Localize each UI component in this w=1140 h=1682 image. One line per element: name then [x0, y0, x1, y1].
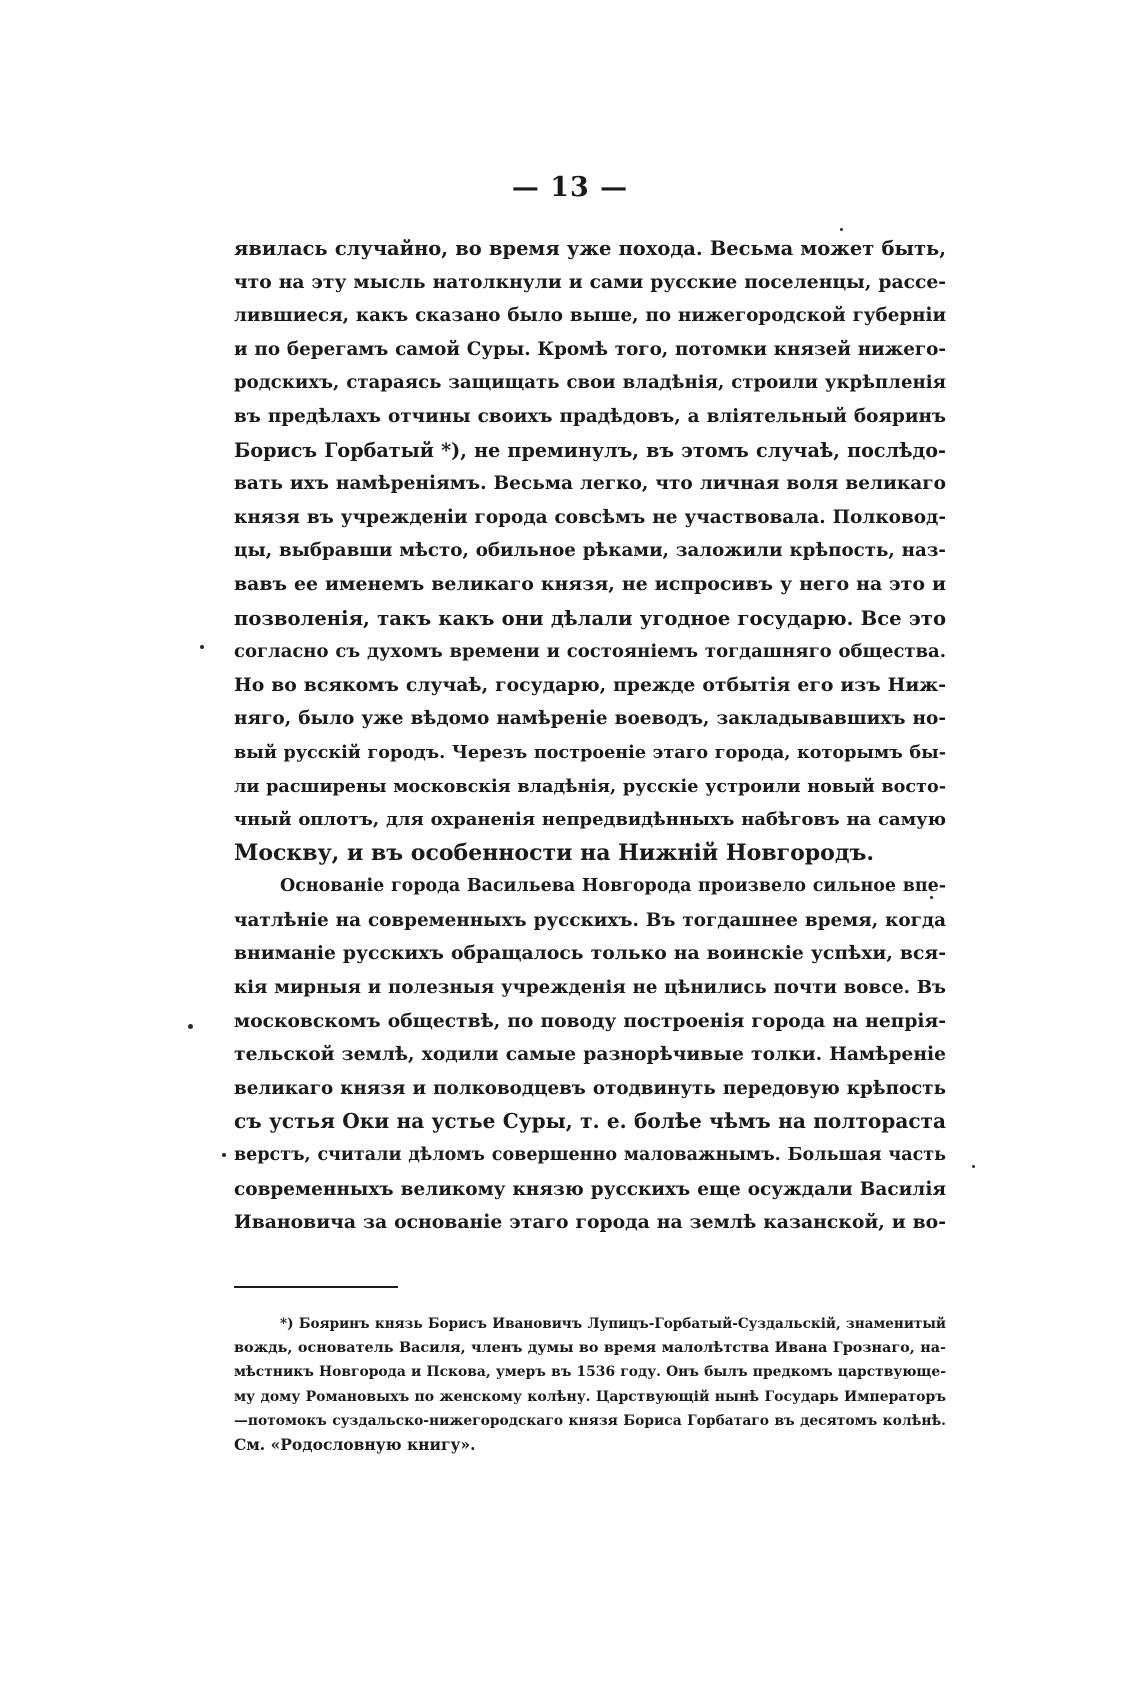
- scan-speck: [188, 1024, 193, 1029]
- footnote-line: мѣстникъ Новгорода и Пскова, умеръ въ 1536 году. Онъ былъ предкомъ царствующе-: [234, 1364, 946, 1381]
- text-line: цы, выбравши мѣсто, обильное рѣками, заложили крѣпость, наз-: [234, 540, 946, 562]
- footnote-line: *) Бояринъ князь Борисъ Ивановичъ Лупицъ-Горбатый-Суздальскій, знаменитый: [280, 1316, 946, 1332]
- text-line: позволенія, такъ какъ они дѣлали угодное государю. Все это: [234, 606, 946, 630]
- main-text: [234, 232, 946, 1240]
- text-line: вый русскій городъ. Черезъ построеніе этаго города, которымъ бы-: [234, 741, 946, 763]
- text-line: родскихъ, стараясь защищать свои владѣнія, строили укрѣпленія: [234, 372, 946, 394]
- page-number: — 13 —: [511, 172, 629, 203]
- text-line: лившиеся, какъ сказано было выше, по нижегородской губерніи: [234, 305, 946, 327]
- text-line: няго, было уже вѣдомо намѣреніе воеводъ, закладывавшихъ но-: [234, 708, 946, 730]
- text-line: въ предѣлахъ отчины своихъ прадѣдовъ, а вліятельный бояринъ: [234, 405, 946, 427]
- text-line: вавъ ее именемъ великаго князя, не испросивъ у него на это и: [234, 572, 946, 595]
- text-line: верстъ, считали дѣломъ совершенно маловажнымъ. Большая часть: [234, 1145, 946, 1166]
- text-line: что на эту мысль натолкнули и сами русские поселенцы, рассе-: [234, 270, 946, 293]
- text-line-paragraph-start: Основаніе города Васильева Новгорода произвело сильное впе-: [280, 876, 946, 897]
- text-line: Но во всякомъ случаѣ, государю, прежде отбытія его изъ Ниж-: [234, 673, 946, 696]
- text-line: чный оплотъ, для охраненія непредвидѣнныхъ набѣговъ на самую: [234, 809, 946, 831]
- footnote-line: му дому Романовыхъ по женскому колѣну. Царствующій нынѣ Государь Императоръ: [234, 1388, 946, 1405]
- footnote: [234, 1312, 946, 1457]
- scan-speck: [200, 645, 204, 649]
- text-line: Ивановича за основаніе этаго города на землѣ казанской, и во-: [234, 1211, 946, 1234]
- text-line: явилась случайно, во время уже похода. Весьма может быть,: [234, 237, 946, 260]
- text-line: современныхъ великому князю русскихъ еще осуждали Василія: [234, 1178, 946, 1200]
- scan-speck: [840, 228, 843, 231]
- text-line: Москву, и въ особенности на Нижній Новгородъ.: [234, 839, 875, 866]
- text-line: согласно съ духомъ времени и состояніемъ тогдашняго общества.: [234, 641, 946, 663]
- text-line: ли расширены московскія владѣнія, русскіе устроили новый восто-: [234, 775, 946, 797]
- text-line: кія мирныя и полезныя учрежденія не цѣнились почти вовсе. Въ: [234, 977, 946, 999]
- footnote-line: См. «Родословную книгу».: [234, 1434, 476, 1454]
- footnote-line: вождь, основатель Василя, членъ думы во время малолѣтства Ивана Грознаго, на-: [234, 1339, 946, 1357]
- text-line: съ устья Оки на устье Суры, т. е. болѣе чѣмъ на полтораста: [234, 1109, 946, 1134]
- text-line: великаго князя и полководцевъ отодвинуть передовую крѣпость: [234, 1077, 946, 1099]
- text-line: тельской землѣ, ходили самые разнорѣчивые толки. Намѣреніе: [234, 1043, 946, 1066]
- scan-speck: [222, 1153, 226, 1157]
- footnote-line: —потомокъ суздальско-нижегородскаго князя Бориса Горбатаго въ десятомъ колѣнѣ.: [234, 1412, 946, 1429]
- text-line: чатлѣніе на современныхъ русскихъ. Въ тогдашнее время, когда: [234, 909, 946, 931]
- scan-speck: [930, 896, 933, 899]
- scan-speck: [972, 1165, 975, 1168]
- text-line: князя въ учрежденіи города совсѣмъ не участвовала. Полковод-: [234, 506, 946, 528]
- footnote-divider: [234, 1286, 398, 1288]
- text-line: вниманіе русскихъ обращалось только на воинскіе успѣхи, вся-: [234, 942, 946, 965]
- text-line: Борисъ Горбатый *), не преминулъ, въ этомъ случаѣ, послѣдо-: [234, 438, 946, 462]
- text-line: и по берегамъ самой Суры. Кромѣ того, потомки князей нижего-: [234, 338, 946, 360]
- text-line: вать ихъ намѣреніямъ. Весьма легко, что личная воля великаго: [234, 473, 946, 495]
- text-line: московскомъ обществѣ, по поводу построенія города на непрія-: [234, 1009, 946, 1032]
